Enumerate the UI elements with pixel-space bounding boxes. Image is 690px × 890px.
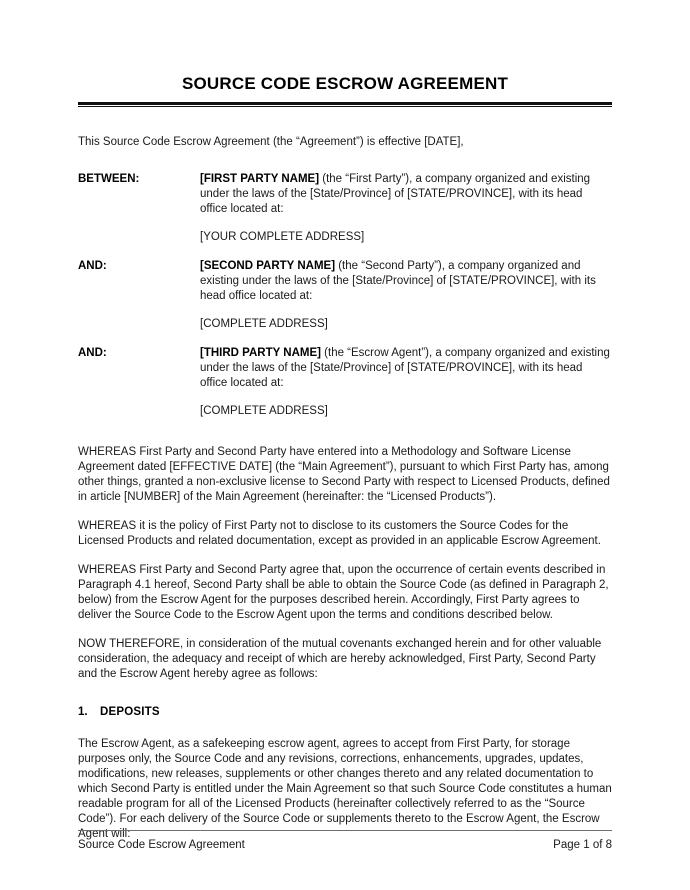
recital-paragraph-4: NOW THEREFORE, in consideration of the mutual covenants exchanged herein and for other valuable consideration, the adequacy and receipt of which are hereby acknowledged, First Party, Second Party and the Escrow Agent hereby agree as follows: [78, 638, 602, 680]
parties-section [78, 150, 612, 419]
party-address-first: [YOUR COMPLETE ADDRESS] [200, 231, 365, 243]
section-deposits [78, 696, 612, 842]
recital-paragraph-3: WHEREAS First Party and Second Party agree that, upon the occurrence of certain events described in Paragraph 4.1 hereof, Second Party shall be able to obtain the Source Code (as defined in Paragraph 2, below) from the Escrow Agent for the purposes described herein. Accordingly, First Party agrees to deliver the Source Code to the Escrow Agent upon the terms and conditions described below. [78, 564, 609, 621]
party-description-second: (the “Second Party”), a company organized and existing under the laws of the [State/Province] of [STATE/PROVINCE], with its head office located at: [200, 260, 596, 302]
footer-page-number: Page 1 of 8 [553, 839, 612, 851]
party-address-second: [COMPLETE ADDRESS] [200, 318, 328, 330]
recital-paragraph-1: WHEREAS First Party and Second Party have entered into a Methodology and Software License Agreement dated [EFFECTIVE DATE] (the “Main Agreement”), pursuant to which First Party has, among other things, granted a non-exclusive license to Second Party with respect to Licensed Products, defined in article [NUMBER] of the Main Agreement (hereinafter: the “Licensed Products”). [78, 446, 610, 503]
party-name-first: [FIRST PARTY NAME] [200, 173, 320, 185]
party-body-third [200, 346, 612, 419]
party-name-second: [SECOND PARTY NAME] [200, 260, 336, 272]
recital-paragraph-2: WHEREAS it is the policy of First Party not to disclose to its customers the Source Codes for the Licensed Products and related documentation, except as provided in an applicable Escrow Agreement. [78, 520, 601, 547]
party-block-first [78, 172, 612, 245]
section-heading-deposits [78, 706, 612, 718]
party-label-and-second: AND: [78, 260, 107, 272]
party-description-first: (the “First Party”), a company organized and existing under the laws of the [State/Province] of [STATE/PROVINCE], with its head office located at: [200, 173, 591, 215]
party-label-and-third: AND: [78, 347, 107, 359]
party-body-second [200, 259, 612, 332]
party-name-third: [THIRD PARTY NAME] [200, 347, 321, 359]
party-label-between: BETWEEN: [78, 173, 140, 185]
section-number: 1. [78, 706, 88, 718]
party-block-third [78, 346, 612, 419]
page-title: SOURCE CODE ESCROW AGREEMENT [181, 74, 509, 93]
party-description-third: (the “Escrow Agent”), a company organized and existing under the laws of the [State/Province] of [STATE/PROVINCE], with its head office located at: [200, 347, 610, 389]
recitals-section [78, 433, 612, 682]
intro-paragraph: This Source Code Escrow Agreement (the “Agreement”) is effective [DATE], [78, 136, 464, 148]
section-body-deposits: The Escrow Agent, as a safekeeping escrow agent, agrees to accept from First Party, for storage purposes only, the Source Code and any revisions, corrections, enhancements, upgrades, updates, modifications, new releases, supplements or other changes thereto and any related documentation to which Second Party is entitled under the Main Agreement so that such Source Code constitutes a human readable program for all of the Licensed Products (hereinafter collectively referred to as the “Source Code”). For each delivery of the Source Code or supplements thereto to the Escrow Agent, the Escrow Agent will: [78, 738, 612, 840]
section-title: DEPOSITS [100, 706, 160, 718]
footer-document-name: Source Code Escrow Agreement [78, 839, 245, 851]
footer-row [78, 831, 612, 851]
page-footer [78, 830, 612, 851]
party-body-first [200, 172, 612, 245]
party-block-second [78, 259, 612, 332]
document-content [78, 0, 612, 856]
party-address-third: [COMPLETE ADDRESS] [200, 405, 328, 417]
